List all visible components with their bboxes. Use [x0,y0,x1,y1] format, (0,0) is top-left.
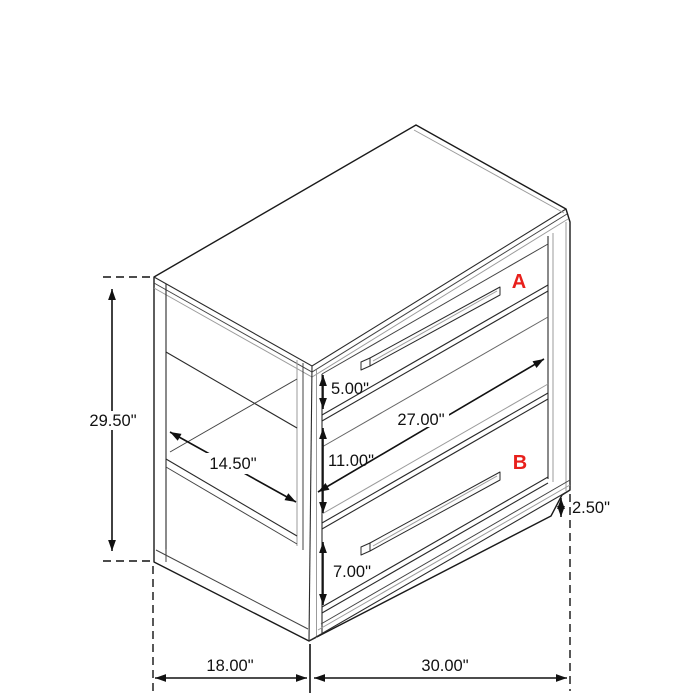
dim-drawer-a-front-height-label: 5.00" [331,380,369,398]
dim-drawer-b-front-height-label: 7.00" [333,563,371,581]
dim-overall-depth-label: 18.00" [206,657,254,675]
drawer-a-label: A [511,271,527,293]
dim-niche-depth-label: 14.50" [209,455,257,473]
dim-niche-inner-width-label: 27.00" [397,411,445,429]
dim-overall-height-label: 29.50" [89,412,137,430]
dim-base-height-label: 2.50" [572,499,610,517]
dim-niche-height-label: 11.00" [328,452,374,470]
drawer-b-label: B [512,452,528,474]
dim-overall-width-label: 30.00" [421,657,469,675]
